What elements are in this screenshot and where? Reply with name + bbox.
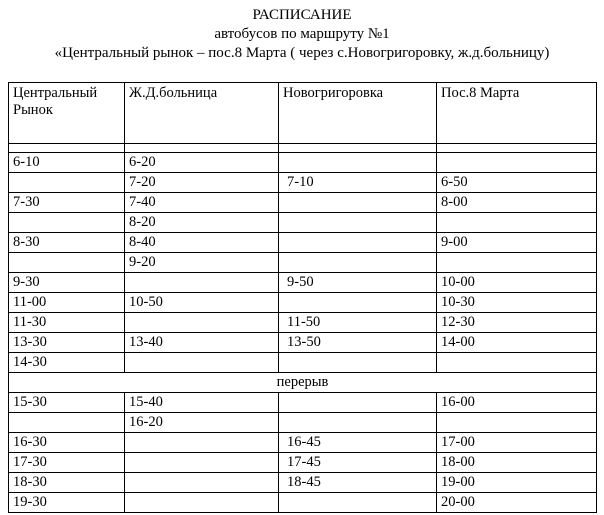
- cell-central-market: [9, 213, 125, 233]
- cell-8-marta: [437, 253, 597, 273]
- table-row: [9, 433, 597, 453]
- cell-novogrigorovka: [279, 193, 437, 213]
- table-row: [9, 293, 597, 313]
- schedule-table: [8, 82, 597, 513]
- cell-8-marta: 10-30: [437, 293, 597, 313]
- spacer-cell: [9, 144, 125, 153]
- cell-novogrigorovka: 16-45: [279, 433, 437, 453]
- cell-railway-hospital: 15-40: [125, 393, 279, 413]
- cell-8-marta: 19-00: [437, 473, 597, 493]
- cell-8-marta: 12-30: [437, 313, 597, 333]
- column-header-novogrigorovka: Новогригоровка: [279, 83, 437, 144]
- cell-railway-hospital: 9-20: [125, 253, 279, 273]
- cell-8-marta: 18-00: [437, 453, 597, 473]
- cell-railway-hospital: 7-40: [125, 193, 279, 213]
- table-row: [9, 313, 597, 333]
- break-label: перерыв: [9, 373, 597, 393]
- cell-central-market: 13-30: [9, 333, 125, 353]
- table-row: [9, 233, 597, 253]
- cell-novogrigorovka: 7-10: [279, 173, 437, 193]
- schedule-subtitle: автобусов по маршруту №1: [214, 26, 390, 42]
- cell-8-marta: [437, 353, 597, 373]
- schedule-header: [0, 6, 604, 63]
- cell-8-marta: [437, 153, 597, 173]
- cell-8-marta: 14-00: [437, 333, 597, 353]
- cell-novogrigorovka: 13-50: [279, 333, 437, 353]
- cell-railway-hospital: 13-40: [125, 333, 279, 353]
- cell-railway-hospital: [125, 473, 279, 493]
- table-row: [9, 153, 597, 173]
- spacer-cell: [279, 144, 437, 153]
- cell-central-market: [9, 253, 125, 273]
- table-row: [9, 413, 597, 433]
- cell-central-market: 14-30: [9, 353, 125, 373]
- cell-railway-hospital: [125, 273, 279, 293]
- column-header-railway-hospital: Ж.Д.больница: [125, 83, 279, 144]
- cell-8-marta: 8-00: [437, 193, 597, 213]
- table-row: [9, 333, 597, 353]
- cell-8-marta: 17-00: [437, 433, 597, 453]
- table-row: [9, 453, 597, 473]
- cell-central-market: 17-30: [9, 453, 125, 473]
- cell-central-market: 8-30: [9, 233, 125, 253]
- cell-novogrigorovka: 11-50: [279, 313, 437, 333]
- column-header-8-marta: Пос.8 Марта: [437, 83, 597, 144]
- cell-novogrigorovka: [279, 413, 437, 433]
- cell-central-market: 15-30: [9, 393, 125, 413]
- cell-novogrigorovka: [279, 393, 437, 413]
- cell-central-market: 16-30: [9, 433, 125, 453]
- cell-railway-hospital: [125, 313, 279, 333]
- cell-central-market: [9, 413, 125, 433]
- spacer-row: [9, 144, 597, 153]
- break-row: [9, 373, 597, 393]
- schedule-title: РАСПИСАНИЕ: [252, 7, 352, 23]
- cell-railway-hospital: [125, 453, 279, 473]
- cell-railway-hospital: [125, 433, 279, 453]
- cell-railway-hospital: [125, 493, 279, 513]
- cell-8-marta: [437, 213, 597, 233]
- cell-railway-hospital: 16-20: [125, 413, 279, 433]
- cell-8-marta: 9-00: [437, 233, 597, 253]
- cell-8-marta: [437, 413, 597, 433]
- cell-central-market: 18-30: [9, 473, 125, 493]
- cell-central-market: 11-30: [9, 313, 125, 333]
- column-header-central-market: Центральный Рынок: [9, 83, 125, 144]
- cell-8-marta: 16-00: [437, 393, 597, 413]
- spacer-cell: [125, 144, 279, 153]
- cell-novogrigorovka: [279, 213, 437, 233]
- spacer-cell: [437, 144, 597, 153]
- table-row: [9, 173, 597, 193]
- table-row: [9, 473, 597, 493]
- cell-railway-hospital: 10-50: [125, 293, 279, 313]
- cell-railway-hospital: [125, 353, 279, 373]
- cell-novogrigorovka: 18-45: [279, 473, 437, 493]
- cell-railway-hospital: 8-40: [125, 233, 279, 253]
- table-row: [9, 493, 597, 513]
- cell-novogrigorovka: [279, 353, 437, 373]
- cell-central-market: 9-30: [9, 273, 125, 293]
- cell-novogrigorovka: [279, 233, 437, 253]
- cell-8-marta: 6-50: [437, 173, 597, 193]
- cell-8-marta: 10-00: [437, 273, 597, 293]
- table-row: [9, 253, 597, 273]
- cell-central-market: 19-30: [9, 493, 125, 513]
- cell-novogrigorovka: [279, 293, 437, 313]
- cell-central-market: 7-30: [9, 193, 125, 213]
- cell-novogrigorovka: 9-50: [279, 273, 437, 293]
- cell-novogrigorovka: [279, 153, 437, 173]
- cell-railway-hospital: 7-20: [125, 173, 279, 193]
- table-header-row: [9, 83, 597, 144]
- cell-central-market: 11-00: [9, 293, 125, 313]
- table-row: [9, 193, 597, 213]
- cell-central-market: [9, 173, 125, 193]
- cell-8-marta: 20-00: [437, 493, 597, 513]
- cell-railway-hospital: 6-20: [125, 153, 279, 173]
- table-row: [9, 353, 597, 373]
- cell-railway-hospital: 8-20: [125, 213, 279, 233]
- table-row: [9, 393, 597, 413]
- cell-novogrigorovka: 17-45: [279, 453, 437, 473]
- table-row: [9, 213, 597, 233]
- cell-novogrigorovka: [279, 253, 437, 273]
- cell-novogrigorovka: [279, 493, 437, 513]
- cell-central-market: 6-10: [9, 153, 125, 173]
- route-description: «Центральный рынок – пос.8 Марта ( через с.Новогригоровку, ж.д.больницу): [54, 45, 550, 61]
- table-row: [9, 273, 597, 293]
